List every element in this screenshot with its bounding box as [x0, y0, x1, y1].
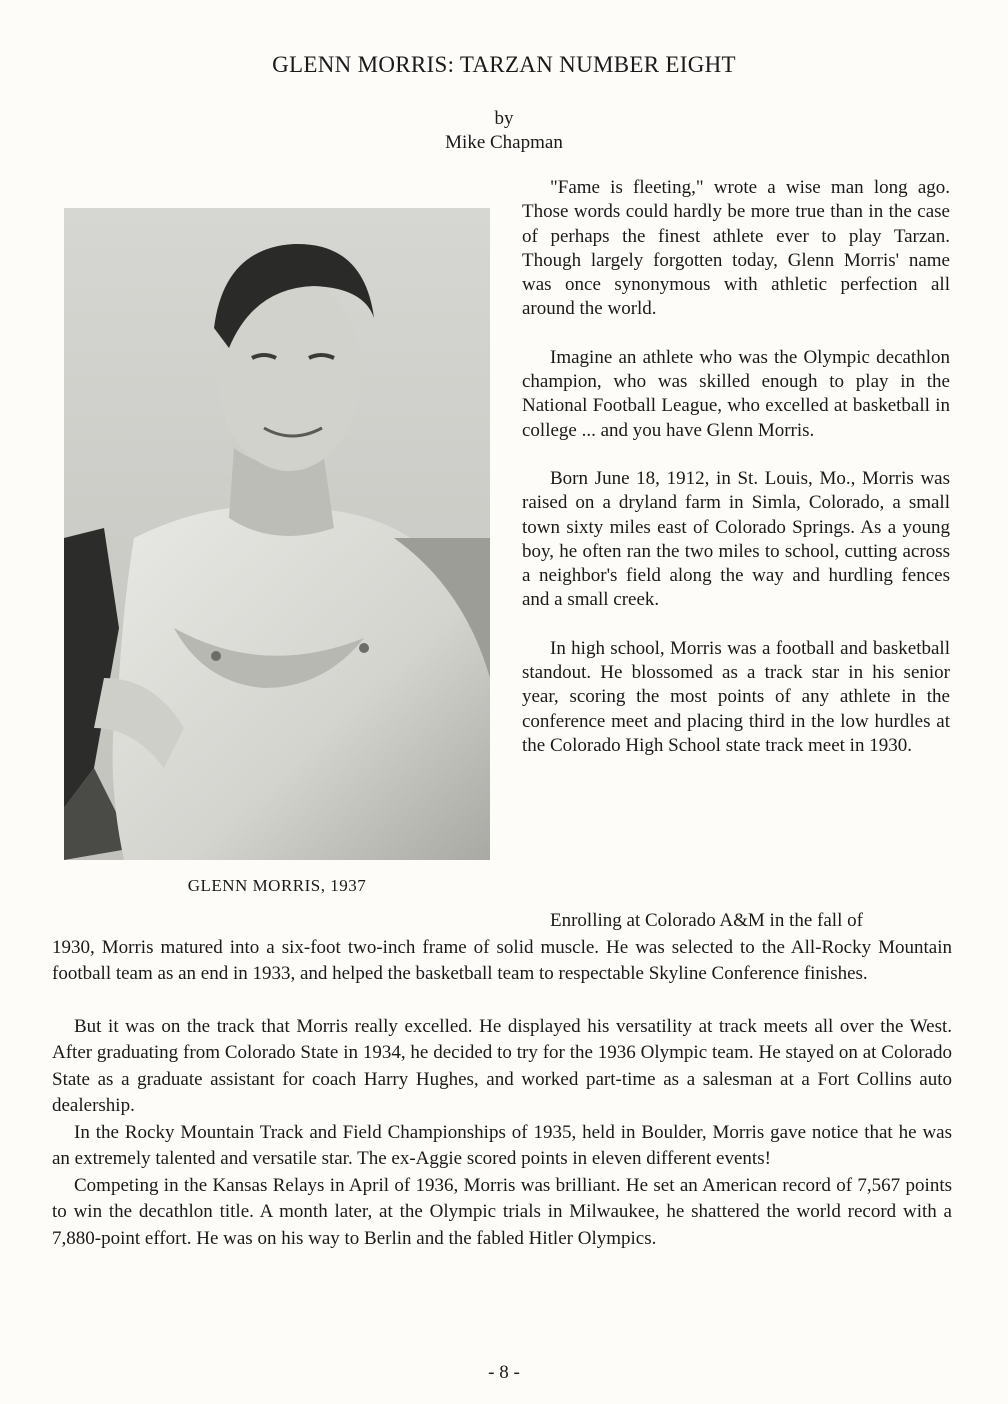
- page-title: GLENN MORRIS: TARZAN NUMBER EIGHT: [272, 52, 736, 77]
- column-paragraph-2: Imagine an athlete who was the Olympic decathlon champion, who was skilled enough to play in the National Football League, who excelled at basketball in college ... and you have Glenn Morris.: [522, 346, 950, 441]
- body-paragraph-2: But it was on the track that Morris really excelled. He displayed his versatility at track meets all over the West. After graduating from Colorado State in 1934, he decided to try for the 1936 Olympic team. He stayed on at Colorado State as a graduate assistant for coach Harry Hughes, and worked part-time as a salesman at a Fort Collins auto dealership.: [52, 1015, 952, 1116]
- author-name: Mike Chapman: [445, 132, 563, 153]
- right-column: [522, 176, 950, 782]
- column-paragraph-3: Born June 18, 1912, in St. Louis, Mo., Morris was raised on a dryland farm in Simla, Colorado, a small town sixty miles east of Colorado Springs. As a young boy, he often ran the two miles to school, cutting across a neighbor's field along the way and hurdling fences and a small creek.: [522, 467, 950, 611]
- photo-caption: GLENN MORRIS, 1937: [187, 876, 367, 895]
- column-paragraph-4: In high school, Morris was a football and basketball standout. He blossomed as a track star in his senior year, scoring the most points of any athlete in the conference meet and placing third in the low hurdles at the Colorado High School state track meet in 1930.: [522, 637, 950, 756]
- page-number: - 8 -: [488, 1362, 520, 1383]
- full-width-body: [52, 908, 952, 1252]
- portrait-photo: [64, 208, 490, 860]
- body-paragraph-1-rest: 1930, Morris matured into a six-foot two-inch frame of solid muscle. He was selected to the All-Rocky Mountain football team as an end in 1933, and helped the basketball team to respectable Skyline Conference finishes.: [52, 936, 952, 984]
- portrait-illustration: [64, 208, 490, 860]
- column-paragraph-1: "Fame is fleeting," wrote a wise man long ago. Those words could hardly be more true than in the case of perhaps the finest athlete ever to play Tarzan. Though largely forgotten today, Glenn Morris' name was once synonymous with athletic perfection all around the world.: [522, 177, 950, 320]
- byline-by: by: [494, 108, 514, 129]
- body-paragraph-1-start: Enrolling at Colorado A&M in the fall of: [550, 910, 863, 931]
- body-paragraph-3: In the Rocky Mountain Track and Field Championships of 1935, held in Boulder, Morris gave notice that he was an extremely talented and versatile star. The ex-Aggie scored points in eleven different events!: [52, 1121, 952, 1169]
- body-paragraph-4: Competing in the Kansas Relays in April of 1936, Morris was brilliant. He set an American record of 7,567 points to win the decathlon title. A month later, at the Olympic trials in Milwaukee, he shattered the world record with a 7,880-point effort. He was on his way to Berlin and the fabled Hitler Olympics.: [52, 1174, 952, 1249]
